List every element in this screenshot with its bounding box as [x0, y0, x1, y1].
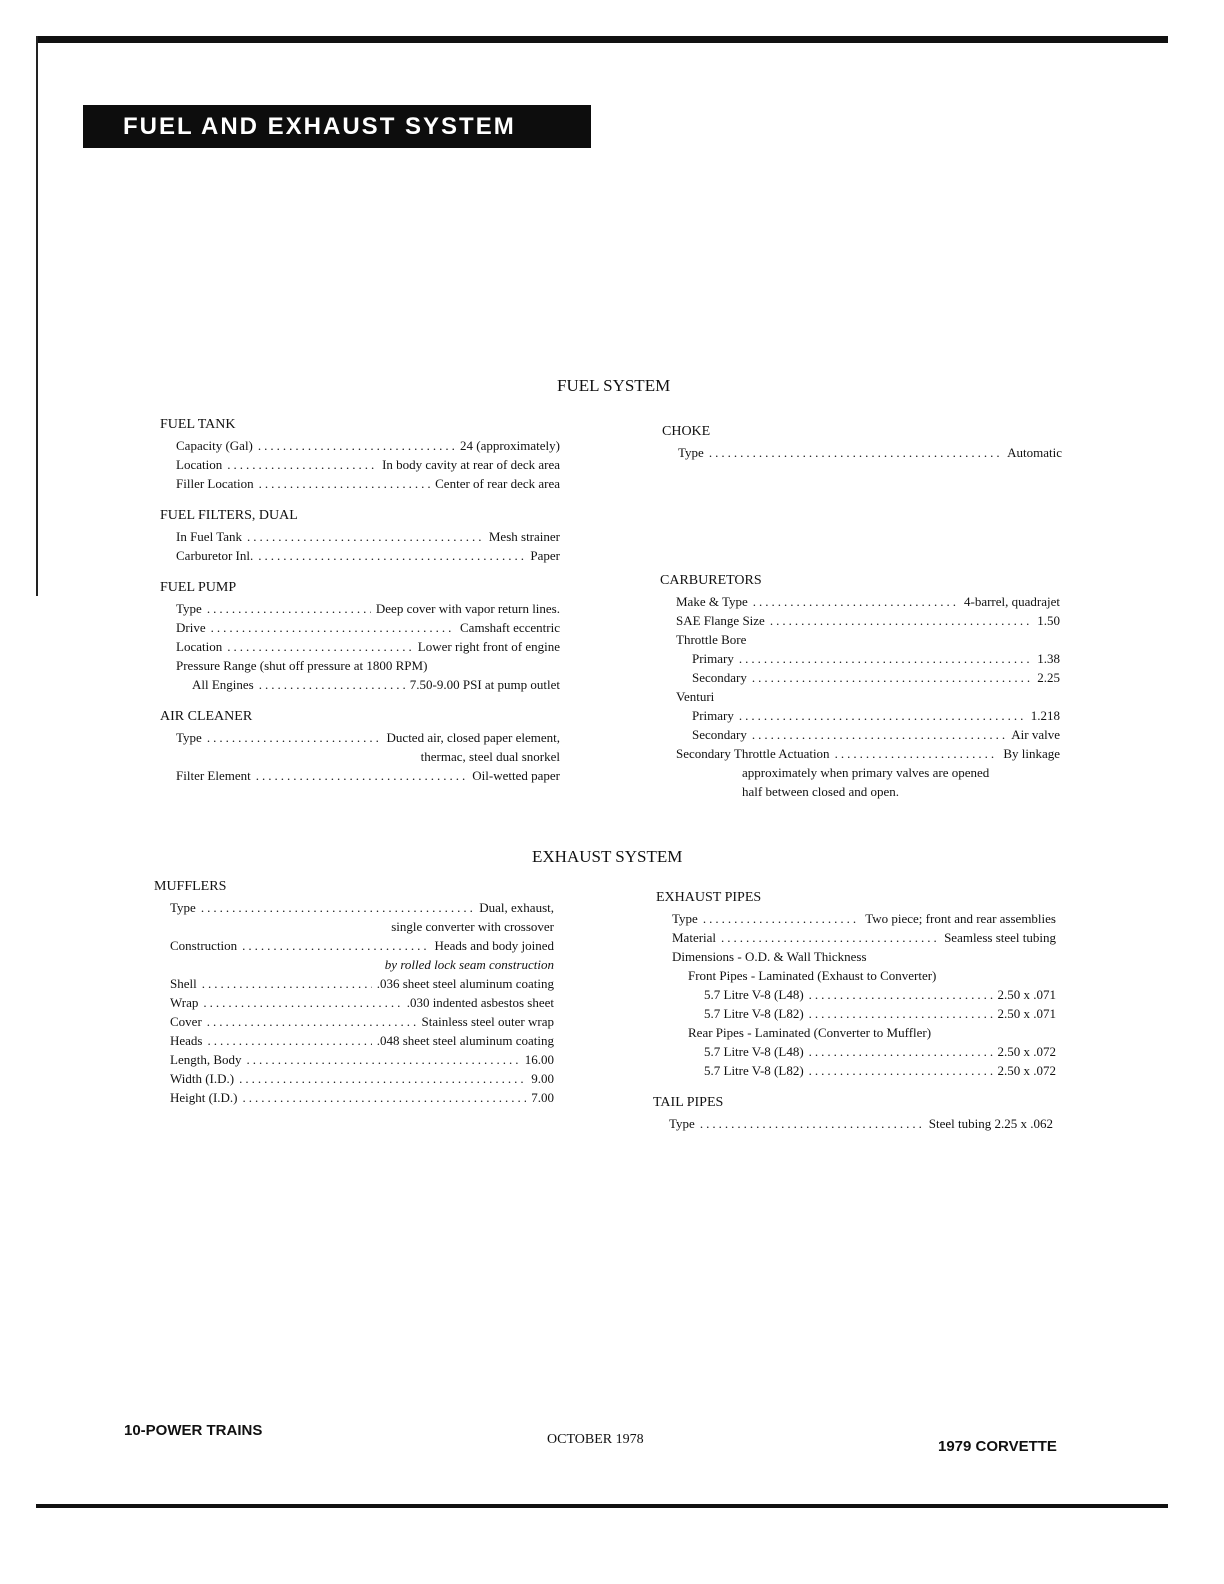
spec-row: [154, 1050, 554, 1069]
leader-dots: [752, 725, 1006, 744]
spec-subheading: Venturi: [676, 689, 715, 704]
spec-label: Type: [170, 900, 196, 915]
spec-value: Mesh strainer: [488, 529, 560, 544]
spec-label: Type: [176, 730, 202, 745]
spec-label: Capacity (Gal): [176, 438, 253, 453]
spec-subheading: Front Pipes - Laminated (Exhaust to Converter): [688, 968, 937, 983]
spec-value: Oil-wetted paper: [472, 768, 560, 783]
spec-row: [160, 455, 560, 474]
spec-label: Location: [176, 639, 223, 654]
choke-block: [662, 421, 1062, 462]
spec-row: [154, 974, 554, 993]
leader-dots: [247, 527, 484, 546]
top-rule: [36, 36, 1168, 43]
spec-row: [154, 1088, 554, 1107]
spec-label: All Engines: [192, 677, 254, 692]
spec-row: [160, 599, 560, 618]
spec-label: Length, Body: [170, 1052, 242, 1067]
leader-dots: [709, 443, 1002, 462]
leader-dots: [207, 599, 371, 618]
air-cleaner-heading: AIR CLEANER: [160, 709, 253, 724]
choke-heading: CHOKE: [662, 424, 711, 439]
spec-value: Steel tubing 2.25 x .062: [928, 1116, 1053, 1131]
leader-dots: [207, 1012, 417, 1031]
spec-value: 1.38: [1037, 651, 1060, 666]
footer-section: 10-POWER TRAINS: [124, 1422, 263, 1439]
fuel-left-column: [160, 414, 560, 785]
fuel-filters-heading: FUEL FILTERS, DUAL: [160, 508, 298, 523]
bottom-rule: [36, 1504, 1168, 1508]
spec-label: 5.7 Litre V-8 (L48): [704, 987, 804, 1002]
spec-row: [160, 546, 560, 565]
leader-dots: [752, 668, 1032, 687]
spec-value: 1.218: [1030, 708, 1060, 723]
spec-row: [160, 527, 560, 546]
spec-label: 5.7 Litre V-8 (L48): [704, 1044, 804, 1059]
spec-value: 2.50 x .072: [997, 1063, 1056, 1078]
spec-value-continued: thermac, steel dual snorkel: [420, 749, 560, 764]
leader-dots: [242, 936, 429, 955]
spec-subheading: Throttle Bore: [676, 632, 747, 647]
leader-dots: [259, 474, 431, 493]
spec-row: [656, 928, 1056, 947]
spec-row: [154, 936, 554, 955]
spec-value: .030 indented asbestos sheet: [406, 995, 554, 1010]
spec-value: 1.50: [1037, 613, 1060, 628]
spec-row: [656, 909, 1056, 928]
leader-dots: [211, 618, 455, 637]
leader-dots: [721, 928, 939, 947]
spec-row: [656, 1004, 1056, 1023]
spec-label: Shell: [170, 976, 197, 991]
spec-value: Stainless steel outer wrap: [421, 1014, 554, 1029]
tail-pipes-heading: TAIL PIPES: [653, 1095, 724, 1110]
leader-dots: [258, 436, 455, 455]
leader-dots: [203, 993, 401, 1012]
leader-dots: [207, 728, 382, 747]
leader-dots: [258, 546, 525, 565]
tail-pipes-block: [653, 1092, 1053, 1133]
spec-value: 9.00: [531, 1071, 554, 1086]
left-rule: [36, 36, 38, 596]
spec-row: [154, 898, 554, 917]
leader-dots: [809, 1004, 993, 1023]
fuel-tank-heading: FUEL TANK: [160, 417, 236, 432]
spec-value: 2.50 x .072: [997, 1044, 1056, 1059]
leader-dots: [256, 766, 468, 785]
spec-row: [160, 675, 560, 694]
spec-row: [660, 725, 1060, 744]
leader-dots: [809, 985, 993, 1004]
spec-row: [660, 744, 1060, 763]
fuel-pump-heading: FUEL PUMP: [160, 580, 237, 595]
mufflers-block: [154, 876, 554, 1107]
leader-dots: [227, 637, 413, 656]
spec-row: [660, 611, 1060, 630]
spec-subheading: Pressure Range (shut off pressure at 1800 RPM): [176, 658, 428, 673]
spec-row: [160, 766, 560, 785]
spec-value: Seamless steel tubing: [944, 930, 1056, 945]
leader-dots: [202, 974, 372, 993]
spec-label: 5.7 Litre V-8 (L82): [704, 1063, 804, 1078]
spec-label: Primary: [692, 651, 734, 666]
leader-dots: [208, 1031, 372, 1050]
spec-row: [154, 1069, 554, 1088]
spec-label: Secondary: [692, 727, 747, 742]
mufflers-heading: MUFFLERS: [154, 879, 227, 894]
spec-row: [656, 1061, 1056, 1080]
exhaust-pipes-heading: EXHAUST PIPES: [656, 890, 762, 905]
spec-row: [660, 706, 1060, 725]
spec-subheading: Rear Pipes - Laminated (Converter to Muffler): [688, 1025, 932, 1040]
leader-dots: [703, 909, 860, 928]
leader-dots: [739, 649, 1032, 668]
spec-label: Construction: [170, 938, 238, 953]
spec-value: .048 sheet steel aluminum coating: [376, 1033, 554, 1048]
carburetors-block: [660, 570, 1060, 801]
spec-row: [160, 436, 560, 455]
leader-dots: [753, 592, 959, 611]
spec-value: Center of rear deck area: [435, 476, 560, 491]
leader-dots: [739, 706, 1026, 725]
spec-row: [660, 592, 1060, 611]
spec-row: [160, 474, 560, 493]
spec-value: 16.00: [524, 1052, 554, 1067]
spec-label: Filler Location: [176, 476, 254, 491]
spec-row: [656, 985, 1056, 1004]
spec-label: Make & Type: [676, 594, 748, 609]
leader-dots: [809, 1061, 993, 1080]
spec-row: [154, 993, 554, 1012]
spec-value: By linkage: [1003, 746, 1060, 761]
spec-value: 2.50 x .071: [997, 1006, 1056, 1021]
spec-row: [160, 728, 560, 747]
spec-label: Material: [672, 930, 717, 945]
spec-label: Secondary Throttle Actuation: [676, 746, 830, 761]
spec-value: Ducted air, closed paper element,: [386, 730, 560, 745]
spec-value-continued: single converter with crossover: [391, 919, 554, 934]
spec-label: Filter Element: [176, 768, 251, 783]
spec-value-continued: by rolled lock seam construction: [384, 957, 554, 972]
carburetors-heading: CARBURETORS: [660, 573, 762, 588]
spec-value: 7.00: [531, 1090, 554, 1105]
spec-label: Height (I.D.): [170, 1090, 238, 1105]
spec-label: Secondary: [692, 670, 747, 685]
leader-dots: [259, 675, 405, 694]
spec-value: Two piece; front and rear assemblies: [865, 911, 1056, 926]
spec-label: Carburetor Inl.: [176, 548, 254, 563]
spec-note: half between closed and open.: [742, 784, 900, 799]
spec-label: Heads: [170, 1033, 203, 1048]
leader-dots: [243, 1088, 527, 1107]
spec-row: [662, 443, 1062, 462]
spec-subheading: Dimensions - O.D. & Wall Thickness: [672, 949, 867, 964]
spec-row: [660, 649, 1060, 668]
spec-row: [160, 637, 560, 656]
spec-value: Air valve: [1011, 727, 1060, 742]
spec-label: Width (I.D.): [170, 1071, 235, 1086]
spec-value: Lower right front of engine: [417, 639, 560, 654]
page-banner: FUEL AND EXHAUST SYSTEM: [83, 105, 591, 148]
exhaust-system-title: EXHAUST SYSTEM: [532, 847, 683, 866]
fuel-system-title: FUEL SYSTEM: [557, 376, 671, 395]
spec-label: Cover: [170, 1014, 202, 1029]
spec-label: Wrap: [170, 995, 199, 1010]
spec-row: [653, 1114, 1053, 1133]
leader-dots: [227, 455, 377, 474]
spec-value: 7.50-9.00 PSI at pump outlet: [409, 677, 560, 692]
footer-model: 1979 CORVETTE: [938, 1438, 1057, 1455]
spec-value: 24 (approximately): [460, 438, 560, 453]
spec-row: [656, 1042, 1056, 1061]
leader-dots: [809, 1042, 993, 1061]
spec-label: SAE Flange Size: [676, 613, 765, 628]
spec-label: Type: [669, 1116, 695, 1131]
leader-dots: [201, 898, 474, 917]
spec-label: In Fuel Tank: [176, 529, 243, 544]
spec-label: Type: [672, 911, 698, 926]
spec-row: [154, 1012, 554, 1031]
spec-label: Location: [176, 457, 223, 472]
spec-value: Paper: [530, 548, 560, 563]
spec-label: Type: [176, 601, 202, 616]
spec-note: approximately when primary valves are opened: [742, 765, 990, 780]
spec-row: [160, 618, 560, 637]
spec-label: Type: [678, 445, 704, 460]
spec-value: Heads and body joined: [434, 938, 554, 953]
spec-label: Primary: [692, 708, 734, 723]
spec-label: 5.7 Litre V-8 (L82): [704, 1006, 804, 1021]
footer-date: OCTOBER 1978: [547, 1432, 644, 1447]
leader-dots: [247, 1050, 520, 1069]
leader-dots: [770, 611, 1032, 630]
spec-value: 2.25: [1037, 670, 1060, 685]
spec-row: [154, 1031, 554, 1050]
spec-value: Dual, exhaust,: [479, 900, 554, 915]
spec-value: .036 sheet steel aluminum coating: [376, 976, 554, 991]
spec-value: Deep cover with vapor return lines.: [375, 601, 560, 616]
spec-value: Automatic: [1007, 445, 1062, 460]
spec-value: In body cavity at rear of deck area: [382, 457, 560, 472]
spec-row: [660, 668, 1060, 687]
exhaust-pipes-block: [656, 887, 1056, 1080]
leader-dots: [239, 1069, 526, 1088]
spec-label: Drive: [176, 620, 206, 635]
leader-dots: [700, 1114, 924, 1133]
spec-value: Camshaft eccentric: [460, 620, 560, 635]
spec-value: 2.50 x .071: [997, 987, 1056, 1002]
leader-dots: [835, 744, 999, 763]
spec-value: 4-barrel, quadrajet: [963, 594, 1060, 609]
